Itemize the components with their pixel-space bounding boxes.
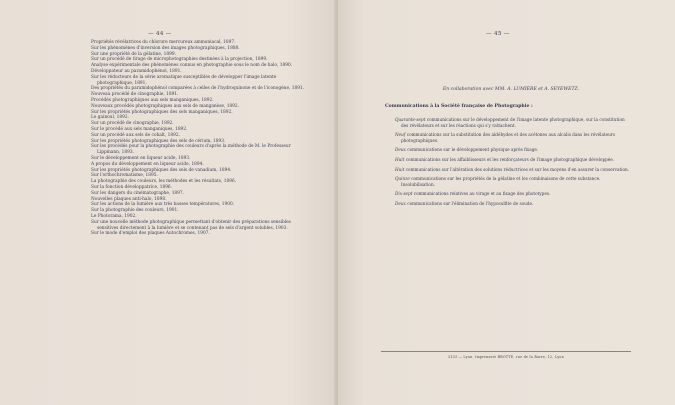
right-page <box>338 0 675 405</box>
list-item: Sur une propriété de la gélatine, 1899. <box>91 51 176 57</box>
list-item: Sur le procédé aux sels manganiques, 1892. <box>91 126 188 132</box>
list-item: Sur les procédés pour la photographie des couleurs d'après la méthode de M. le Professeur Lippmann, 1893. <box>91 144 291 156</box>
list-item: Nouveau procédé de cinographie, 1891. <box>91 92 179 98</box>
society-title: Communications à la Société française de Photographie : <box>385 104 533 109</box>
list-item: Nouvelles plaques anti-halo, 1898. <box>91 196 167 202</box>
list-item: Sur les actions de la lumière aux très basses températures, 1900. <box>91 202 235 208</box>
communication-item <box>395 132 633 143</box>
communication-text: communications sur l'élimination de l'hyposulfite de soude. <box>405 200 534 206</box>
communication-item <box>395 201 633 207</box>
communication-text: communications sur les propriétés de la gélatine et les combinaisons de cette substance. Insolubilisation. <box>401 176 601 187</box>
communication-item <box>395 157 633 163</box>
list-item: Le Photorama, 1902. <box>91 213 137 219</box>
communication-item <box>395 147 633 153</box>
list-item: La photographie des couleurs, les méthodes et les résultats, 1896. <box>91 179 237 185</box>
printer-footer: 3133 — Lyon. Imprimerie BROTTE, rue de la Barre, 12, Lyon <box>448 355 564 359</box>
communication-text: communications sur l'altération des solutions réductrices et sur les moyens d'en assurer la conservation. <box>404 166 630 172</box>
communication-text: communications sur la substitution des aldéhydes et des acétones aux alcalis dans les révélateurs photographiques. <box>401 132 616 143</box>
list-item: Sur les phénomènes d'inversion des images photographiques, 1888. <box>91 45 240 51</box>
list-item: Sur un procédé aux sels de cobalt, 1892. <box>91 132 180 138</box>
list-item: Sur un procédé de tirage de microphotographies destinées à la projection, 1899. <box>91 57 268 63</box>
list-item: A propos du développement en liqueur acide, 1894. <box>91 161 204 167</box>
communication-text: communications sur le développement de l'image latente photographique, sur la constitution des révélateurs et sur les réactions qui s'y rattachent. <box>401 117 625 128</box>
list-item: Sur le mode d'emploi des plaques Autochromes, 1907. <box>91 231 210 237</box>
list-item: Sur les propriétés photographiques des sels manganiques, 1892. <box>91 109 233 115</box>
communication-item <box>395 117 633 128</box>
list-item: Sur un procédé de cinographie, 1892. <box>91 121 174 127</box>
footer-rule <box>381 351 631 352</box>
communication-count: Huit <box>395 156 405 162</box>
page-number: — 45 — <box>486 31 510 37</box>
list-item: Sur une nouvelle méthode photographique permettant d'obtenir des préparations sensibles sensitives directement à la lumière et se contenant pas de sels d'argent solubles, 1903. <box>91 219 291 231</box>
list-item: Sur le développement en liqueur acide, 1893. <box>91 155 191 161</box>
communication-item <box>395 167 633 173</box>
communication-count: Dix-sept <box>395 191 413 197</box>
communications-list <box>395 117 633 211</box>
list-item: Des propriétés du paramidophénol comparées à celles de l'hydroquinone et de l'iconogène, 1891. <box>91 86 305 92</box>
communication-count: Neuf <box>395 132 406 138</box>
list-item: Analyse expérimentale des phénomènes connus en photographie sous le nom de halo, 1890. <box>91 63 293 69</box>
list-item: Sur l'orthochromatisme, 1895. <box>91 173 158 179</box>
list-item: Propriétés révélatrices du chlorure mercureux ammoniacal, 1897. <box>91 40 236 45</box>
communication-text: communications relatives au virage et au fixage des phototypes. <box>412 191 551 197</box>
page-number: — 44 — <box>148 31 172 37</box>
list-item: Sur les dangers du cinématographe, 1897. <box>91 190 185 196</box>
list-item: Procédés photographiques aux sels manganiques, 1892. <box>91 97 214 103</box>
communication-item <box>395 176 633 187</box>
list-item: Sur la fonction développatrice, 1896. <box>91 184 173 190</box>
communication-count: Quarante-sept <box>395 117 426 122</box>
list-item: Sur les réducteurs de la série aromatique susceptibles de développer l'image latente photographique, 1891. <box>91 74 277 86</box>
communication-text: communications sur le développement physique après fixage. <box>405 147 539 153</box>
list-item: Sur les propriétés photographiques des sels de cérium, 1893. <box>91 138 226 144</box>
communication-count: Quinze <box>395 176 410 182</box>
communication-count: Deux <box>395 147 406 153</box>
communication-text: communications sur les affaiblisseurs et les renforçateurs de l'image photographique développée. <box>404 156 615 162</box>
list-item: Nouveaux procédés photographiques aux sels de manganèse, 1892. <box>91 103 239 109</box>
publication-list <box>91 40 306 237</box>
communication-item <box>395 191 633 197</box>
communication-count: Deux <box>395 200 406 206</box>
list-item: Le gainoul, 1892. <box>91 115 129 121</box>
list-item: Développateur au paramidophénol, 1891. <box>91 68 182 74</box>
list-item: Sur la photographie des couleurs, 1901. <box>91 208 179 214</box>
collaboration-heading: En collaboration avec MM. A. LUMIÈRE et A. SEYEWETZ. <box>442 87 580 92</box>
communication-count: Huit <box>395 166 405 172</box>
list-item: Sur les propriétés photographiques des sels de vanadium, 1894. <box>91 167 232 173</box>
